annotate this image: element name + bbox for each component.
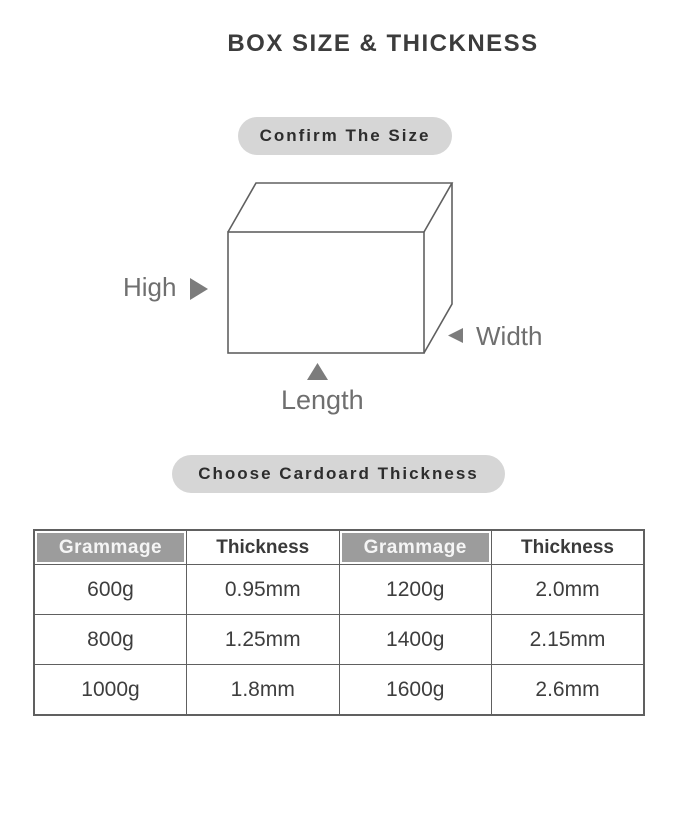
cell-grammage: 800g: [34, 615, 187, 665]
confirm-size-badge: [238, 117, 452, 155]
table-header-row: [34, 530, 644, 565]
table-header-thickness-2: Thickness: [492, 530, 645, 565]
table-row: [34, 615, 644, 665]
table-row: [34, 665, 644, 716]
cell-grammage: 1200g: [339, 565, 492, 615]
cell-grammage: 1400g: [339, 615, 492, 665]
cell-thickness: 2.0mm: [492, 565, 645, 615]
thickness-table: [33, 529, 645, 716]
cell-thickness: 2.6mm: [492, 665, 645, 716]
table-row: [34, 565, 644, 615]
high-arrow-icon: [190, 278, 208, 300]
choose-thickness-badge-label: Choose Cardoard Thickness: [198, 464, 479, 483]
box-diagram: [0, 170, 680, 430]
cell-thickness: 0.95mm: [187, 565, 340, 615]
length-arrow-icon: [307, 363, 328, 380]
width-label: Width: [476, 321, 543, 351]
table-header-grammage-2: Grammage: [339, 530, 492, 565]
table-header-grammage-1: Grammage: [34, 530, 187, 565]
cell-thickness: 2.15mm: [492, 615, 645, 665]
length-label: Length: [281, 385, 364, 415]
box-top-face: [228, 183, 452, 232]
cell-thickness: 1.8mm: [187, 665, 340, 716]
table-header-thickness-1: Thickness: [187, 530, 340, 565]
box-front-face: [228, 232, 424, 353]
width-arrow-icon: [448, 328, 463, 343]
confirm-size-badge-label: Confirm The Size: [259, 126, 431, 145]
cell-grammage: 1000g: [34, 665, 187, 716]
page-title: BOX SIZE & THICKNESS: [227, 30, 539, 57]
cell-thickness: 1.25mm: [187, 615, 340, 665]
cell-grammage: 600g: [34, 565, 187, 615]
high-label: High: [123, 272, 177, 302]
choose-thickness-badge: [172, 455, 505, 493]
cell-grammage: 1600g: [339, 665, 492, 716]
